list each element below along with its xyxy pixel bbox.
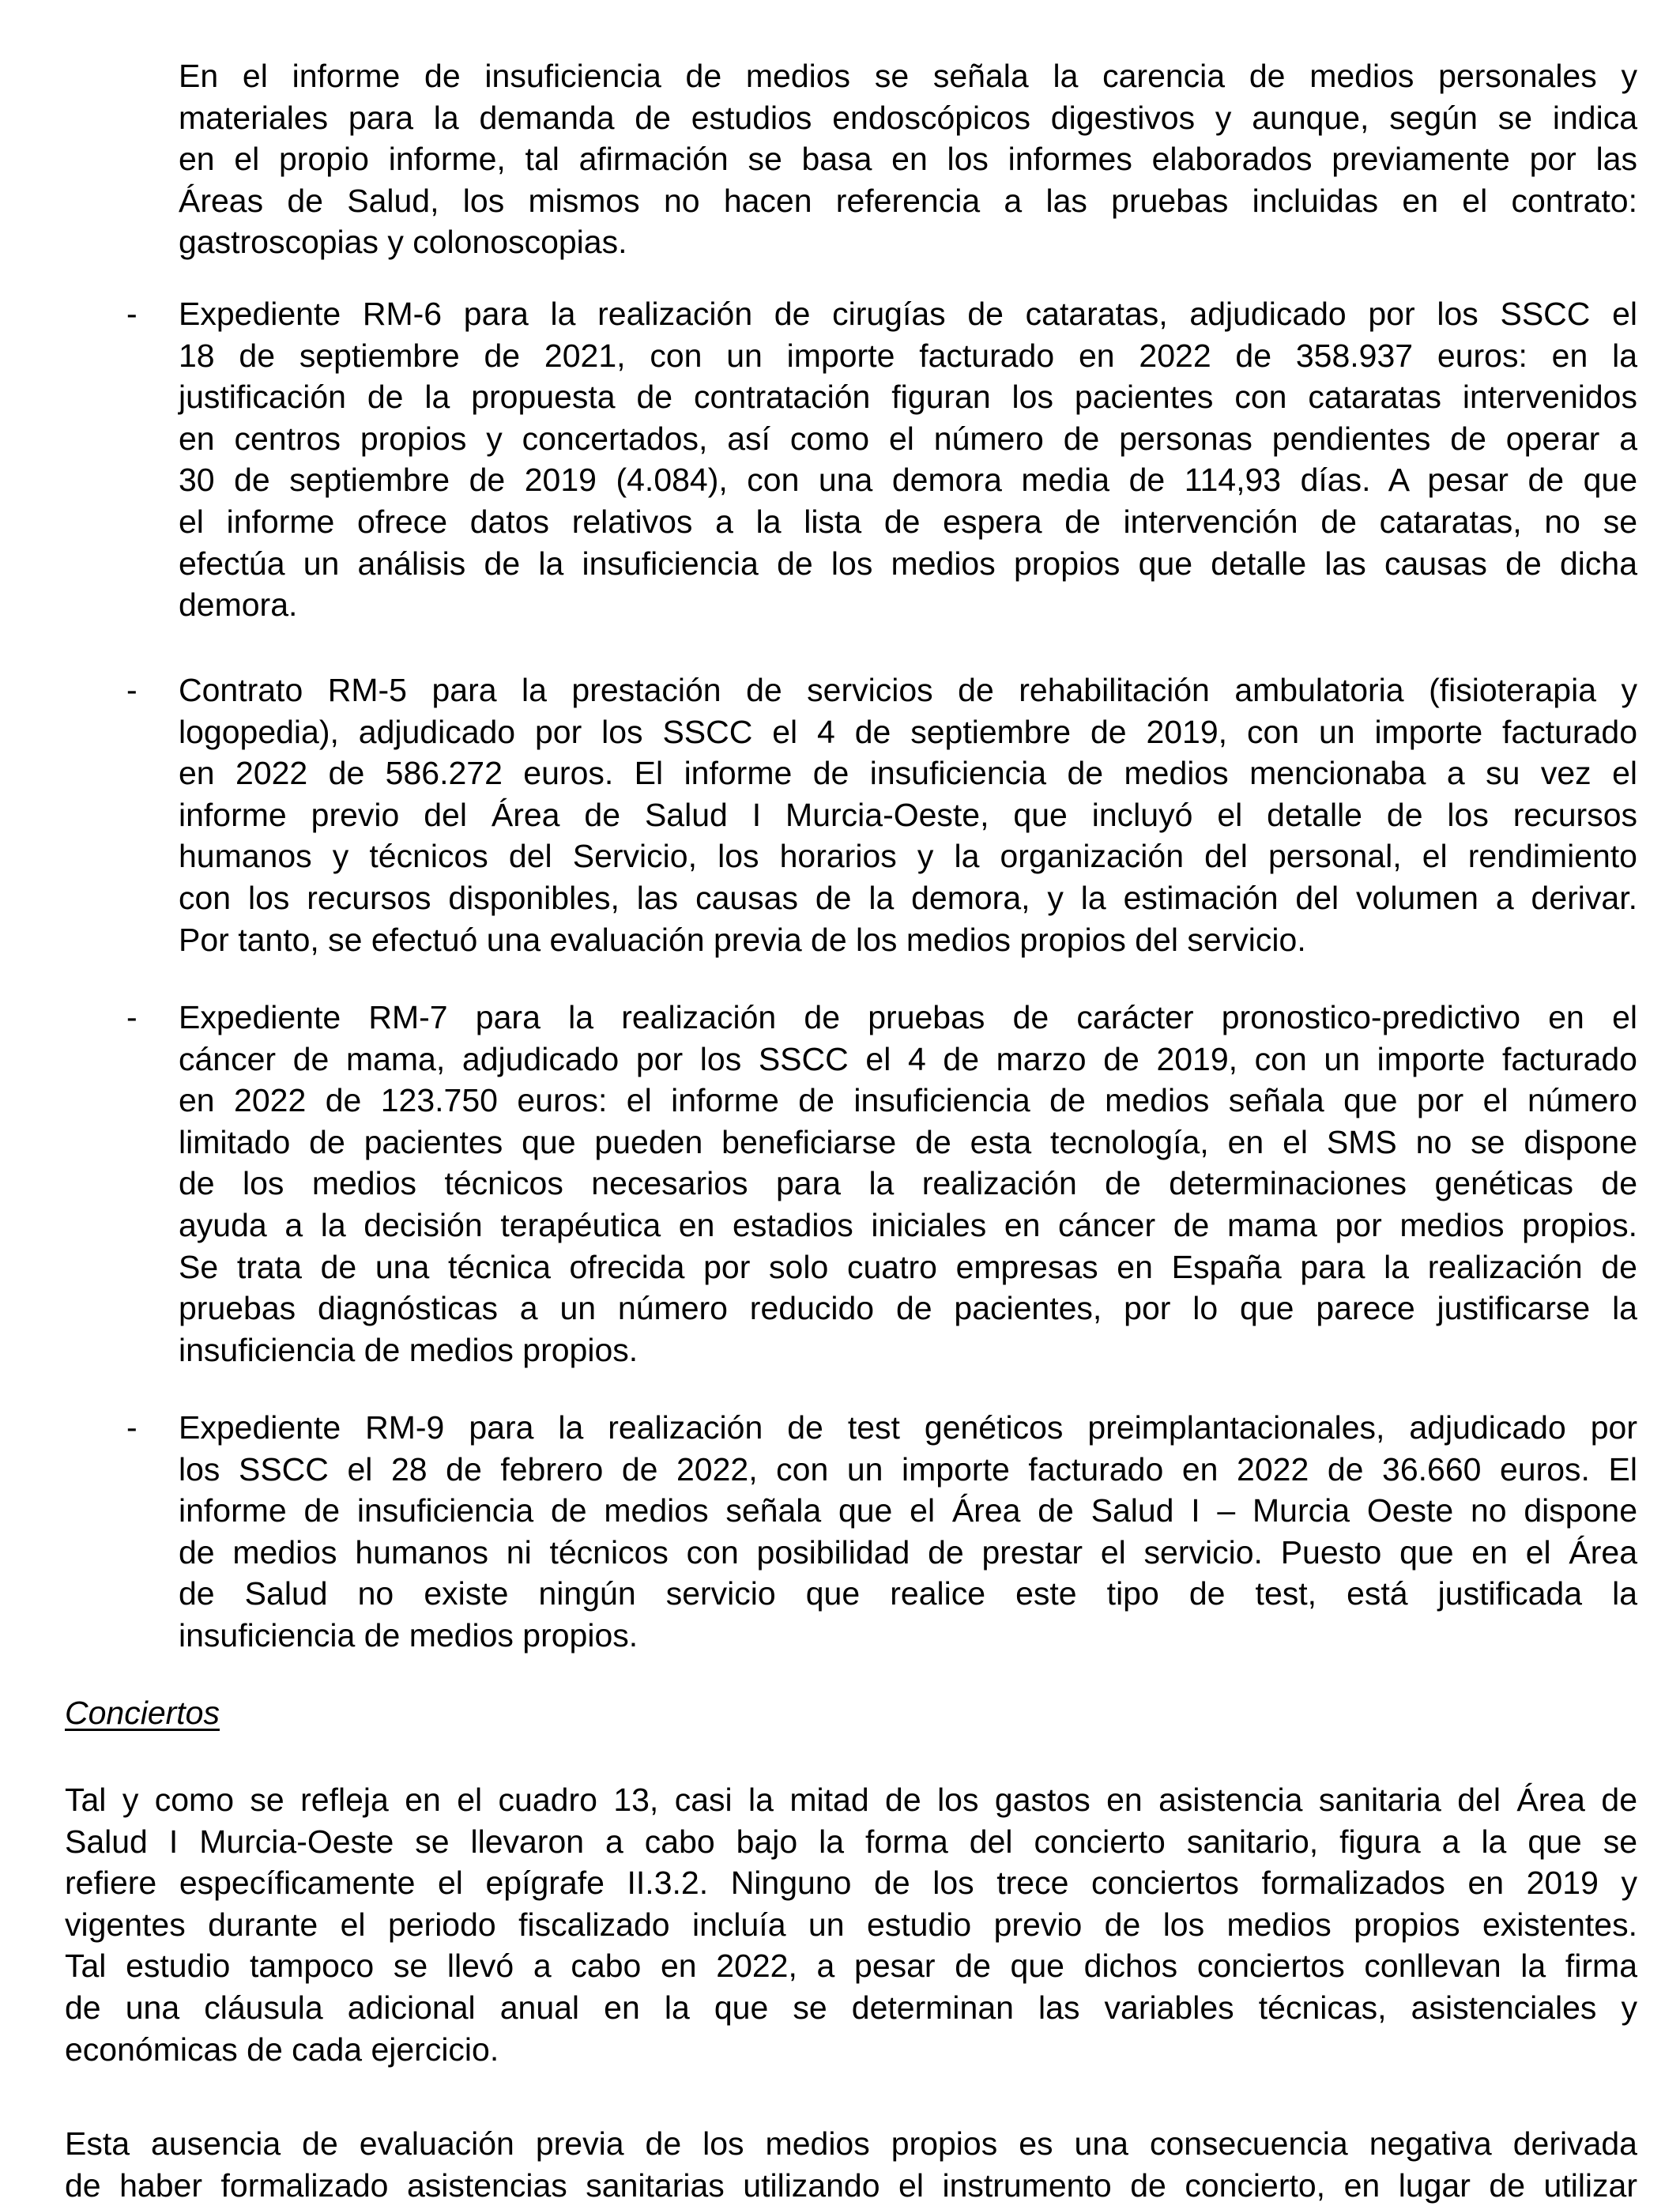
text-line: en 2022 de 586.272 euros. El informe de insuficiencia de medios mencionaba a su vez el [179, 755, 1637, 792]
text-line: de Salud no existe ningún servicio que realice este tipo de test, está justificada la [179, 1575, 1637, 1612]
bullet-marker: - [126, 296, 137, 332]
text-line: Tal estudio tampoco se llevó a cabo en 2022, a pesar de que dichos conciertos conllevan la firma [65, 1948, 1637, 1985]
text-line: demora. [179, 586, 298, 624]
text-line: Contrato RM-5 para la prestación de servicios de rehabilitación ambulatoria (fisioterapia y [179, 672, 1637, 708]
text-line: vigentes durante el periodo fiscalizado incluía un estudio previo de los medios propios existentes. [65, 1906, 1637, 1943]
text-line: Expediente RM-6 para la realización de cirugías de cataratas, adjudicado por los SSCC el [179, 296, 1637, 332]
bullet-item [126, 293, 1637, 626]
text-line: de medios humanos ni técnicos con posibilidad de prestar el servicio. Puesto que en el Área [179, 1533, 1637, 1571]
text-line: justificación de la propuesta de contratación figuran los pacientes con cataratas intervenidos [179, 379, 1637, 416]
text-line: logopedia), adjudicado por los SSCC el 4 de septiembre de 2019, con un importe facturado [179, 713, 1637, 750]
section-heading [65, 1692, 1637, 1734]
bullet-marker: - [126, 999, 137, 1035]
paragraph [65, 1779, 1637, 2070]
text-line: los SSCC el 28 de febrero de 2022, con un importe facturado en 2022 de 36.660 euros. El [179, 1450, 1637, 1488]
text-line: insuficiencia de medios propios. [179, 1616, 638, 1654]
text-line: 30 de septiembre de 2019 (4.084), con una demora media de 114,93 días. A pesar de que [179, 462, 1637, 499]
text-line: humanos y técnicos del Servicio, los horarios y la organización del personal, el rendimiento [179, 838, 1637, 875]
bullet-marker: - [126, 1409, 137, 1446]
text-line: en 2022 de 123.750 euros: el informe de insuficiencia de medios señala que por el número [179, 1082, 1637, 1119]
bullet-item [126, 997, 1637, 1371]
text-line: Tal y como se refleja en el cuadro 13, casi la mitad de los gastos en asistencia sanitaria del Área de [65, 1782, 1637, 1818]
paragraph [179, 55, 1637, 263]
text-line: Expediente RM-7 para la realización de pruebas de carácter pronostico-predictivo en el [179, 999, 1637, 1035]
text-line: gastroscopias y colonoscopias. [179, 224, 627, 261]
text-line: 18 de septiembre de 2021, con un importe facturado en 2022 de 358.937 euros: en la [179, 337, 1637, 374]
text-line: en el propio informe, tal afirmación se basa en los informes elaborados previamente por las [179, 141, 1637, 178]
text-line: cáncer de mama, adjudicado por los SSCC el 4 de marzo de 2019, con un importe facturado [179, 1040, 1637, 1077]
text-line: insuficiencia de medios propios. [179, 1331, 638, 1368]
text-line: en centros propios y concertados, así como el número de personas pendientes de operar a [179, 420, 1637, 457]
text-line: materiales para la demanda de estudios endoscópicos digestivos y aunque, según se indica [179, 99, 1637, 136]
text-line: de haber formalizado asistencias sanitarias utilizando el instrumento de concierto, en lugar de utilizar [65, 2166, 1637, 2204]
bullet-marker: - [126, 672, 137, 708]
text-line: de los medios técnicos necesarios para la realización de determinaciones genéticas de [179, 1165, 1637, 1202]
text-line: limitado de pacientes que pueden beneficiarse de esta tecnología, en el SMS no se dispone [179, 1123, 1637, 1160]
text-line: pruebas diagnósticas a un número reducido de pacientes, por lo que parece justificarse la [179, 1290, 1637, 1327]
text-line: En el informe de insuficiencia de medios se señala la carencia de medios personales y [179, 58, 1637, 94]
text-line: Áreas de Salud, los mismos no hacen referencia a las pruebas incluidas en el contrato: [179, 182, 1637, 219]
text-line: informe previo del Área de Salud I Murcia-Oeste, que incluyó el detalle de los recursos [179, 796, 1637, 833]
text-line: con los recursos disponibles, las causas de la demora, y la estimación del volumen a derivar. [179, 879, 1637, 916]
paragraph [65, 2123, 1637, 2206]
heading-text: Conciertos [65, 1695, 220, 1731]
text-line: ayuda a la decisión terapéutica en estadios iniciales en cáncer de mama por medios propios. [179, 1206, 1637, 1243]
text-line: Esta ausencia de evaluación previa de los medios propios es una consecuencia negativa derivada [65, 2125, 1637, 2162]
text-line: Se trata de una técnica ofrecida por solo cuatro empresas en España para la realización de [179, 1248, 1637, 1285]
text-line: el informe ofrece datos relativos a la lista de espera de intervención de cataratas, no se [179, 503, 1637, 540]
bullet-item [126, 669, 1637, 960]
text-line: Por tanto, se efectuó una evaluación previa de los medios propios del servicio. [179, 921, 1306, 958]
text-line: Expediente RM-9 para la realización de test genéticos preimplantacionales, adjudicado por [179, 1409, 1637, 1446]
text-line: de una cláusula adicional anual en la que se determinan las variables técnicas, asistenciales y [65, 1989, 1637, 2026]
bullet-item [126, 1407, 1637, 1657]
text-line: efectúa un análisis de la insuficiencia de los medios propios que detalle las causas de dicha [179, 545, 1637, 582]
text-line: informe de insuficiencia de medios señala que el Área de Salud I – Murcia Oeste no dispone [179, 1492, 1637, 1529]
text-line: refiere específicamente el epígrafe II.3.2. Ninguno de los trece conciertos formalizados en 2019 y [65, 1865, 1637, 1902]
text-line: económicas de cada ejercicio. [65, 2031, 499, 2068]
text-line: Salud I Murcia-Oeste se llevaron a cabo bajo la forma del concierto sanitario, figura a la que se [65, 1823, 1637, 1860]
